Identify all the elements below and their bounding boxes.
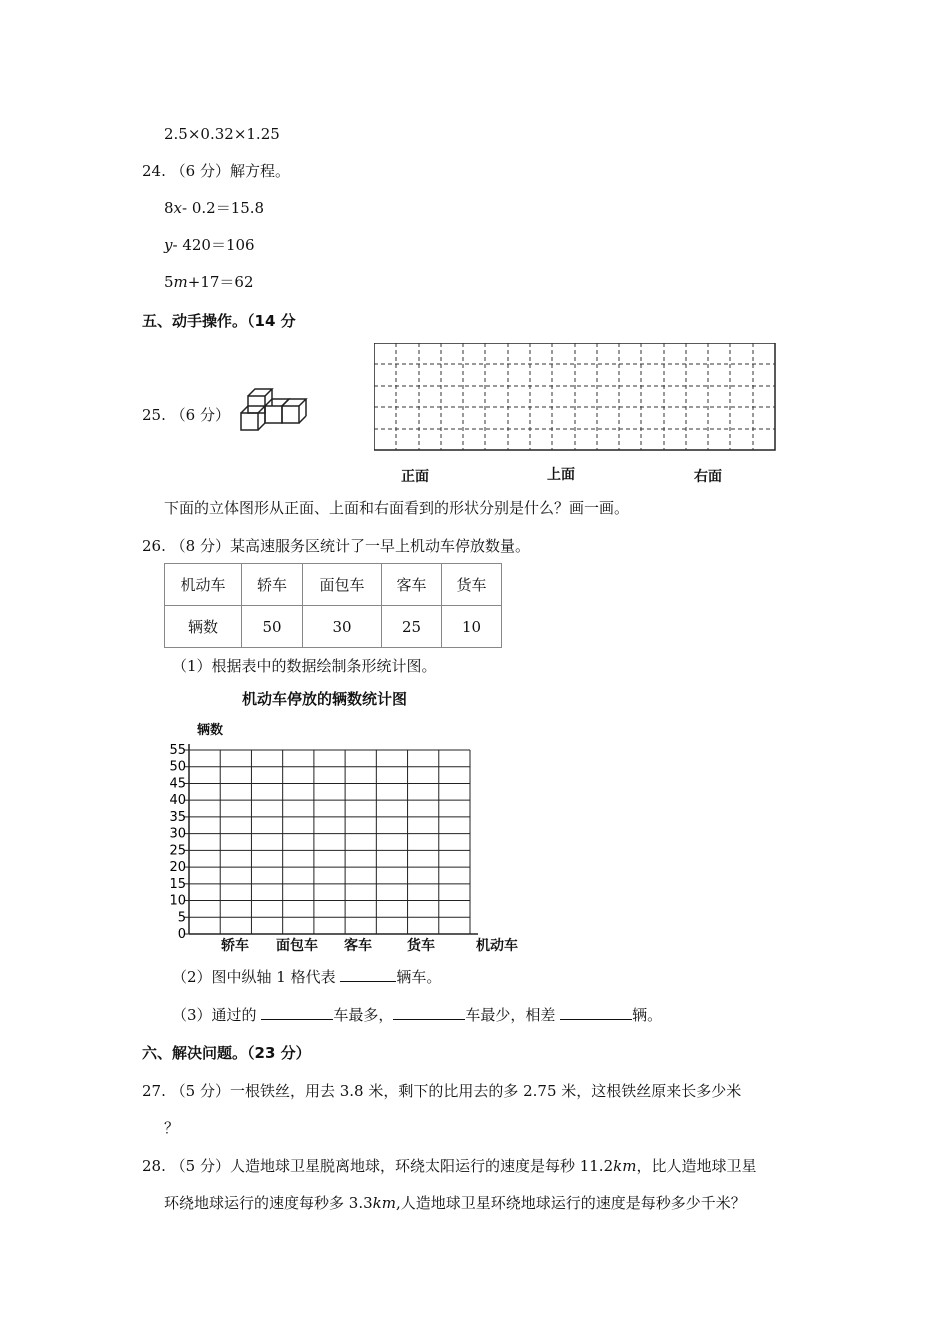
q26-stem: （8 分）某高速服务区统计了一早上机动车停放数量。 [170, 537, 530, 555]
q28-line1 [142, 1156, 756, 1176]
eq1-coef: 8 [164, 199, 174, 217]
section-6-title: 六、解决问题。（23 分） [142, 1044, 311, 1062]
y-tick-label: 30 [169, 826, 186, 842]
y-tick-label: 50 [169, 759, 186, 775]
q23-expression: 2.5×0.32×1.25 [164, 125, 280, 143]
y-tick-label: 15 [169, 876, 186, 892]
q28-text-b: ，比人造地球卫星 [636, 1157, 757, 1175]
sub3-text-d: 辆。 [632, 1006, 663, 1024]
answer-blank[interactable] [393, 1005, 465, 1020]
table-header-cell: 货车 [442, 564, 502, 606]
dotted-grid [374, 343, 778, 453]
section-5-title: 五、动手操作。（14 分 [142, 312, 296, 330]
bar-chart [160, 738, 530, 938]
q24-stem: （6 分）解方程。 [170, 162, 290, 180]
q24-equation-2 [164, 235, 255, 255]
chart-ylabel: 辆数 [197, 723, 224, 738]
table-header-cell: 机动车 [165, 564, 242, 606]
view-label-right: 右面 [694, 469, 722, 485]
view-label-front: 正面 [401, 469, 429, 485]
q28-unit: km [372, 1194, 396, 1212]
y-tick-label: 40 [169, 793, 186, 809]
eq2-var: y [164, 236, 173, 254]
q25-heading [142, 405, 230, 425]
q28-number: 28. [142, 1157, 166, 1175]
eq2-rest: - 420＝106 [172, 236, 255, 254]
sub2-text-a: （2）图中纵轴 1 格代表 [172, 968, 336, 986]
q28-text-c: 环绕地球运行的速度每秒多 3.3 [164, 1194, 373, 1212]
answer-blank[interactable] [261, 1005, 333, 1020]
y-tick-label: 25 [169, 843, 186, 859]
table-cell: 30 [303, 606, 382, 648]
eq3-rest: +17＝62 [187, 273, 254, 291]
chart-title: 机动车停放的辆数统计图 [242, 690, 408, 708]
q26-sub3 [172, 1005, 662, 1025]
table-cell: 10 [442, 606, 502, 648]
eq3-var: m [173, 273, 188, 291]
y-tick-label: 55 [169, 743, 186, 758]
table-header-cell: 轿车 [242, 564, 303, 606]
q27-number: 27. [142, 1082, 166, 1100]
answer-blank[interactable] [560, 1005, 632, 1020]
table-cell: 辆数 [165, 606, 242, 648]
q27-text [142, 1081, 741, 1101]
q24-equation-3 [164, 272, 254, 292]
q24-heading [142, 161, 290, 181]
x-tick-label: 货车 [407, 938, 435, 954]
q25-number: 25. [142, 406, 166, 424]
q26-number: 26. [142, 537, 166, 555]
y-tick-label: 0 [177, 927, 186, 938]
q27-body: （5 分）一根铁丝，用去 3.8 米，剩下的比用去的多 2.75 米，这根铁丝原来长多少米 [170, 1082, 742, 1100]
q25-prompt: 下面的立体图形从正面、上面和右面看到的形状分别是什么？画一画。 [164, 499, 630, 517]
vehicle-table [164, 563, 502, 648]
eq1-var: x [173, 199, 183, 217]
chart-xlabel: 机动车 [476, 938, 518, 954]
y-tick-label: 10 [169, 893, 186, 909]
q26-heading [142, 536, 530, 556]
table-row [165, 606, 502, 648]
q28-text-a: （5 分）人造地球卫星脱离地球，环绕太阳运行的速度是每秒 11.2 [170, 1157, 614, 1175]
q24-number: 24. [142, 162, 166, 180]
y-tick-label: 35 [169, 809, 186, 825]
x-tick-label: 面包车 [276, 938, 318, 954]
x-tick-label: 客车 [344, 938, 372, 954]
y-tick-label: 5 [177, 910, 186, 926]
sub3-text-b: 车最多， [333, 1006, 394, 1024]
eq3-coef: 5 [164, 273, 174, 291]
q27-cont: ？ [164, 1119, 180, 1137]
y-tick-label: 20 [169, 860, 186, 876]
sub3-text-c: 车最少，相差 [465, 1006, 556, 1024]
eq1-rest: - 0.2＝15.8 [182, 199, 265, 217]
q25-score: （6 分） [170, 406, 230, 424]
answer-blank[interactable] [340, 967, 396, 982]
table-header-cell: 面包车 [303, 564, 382, 606]
q24-equation-1 [164, 198, 264, 218]
table-cell: 25 [382, 606, 442, 648]
cube-figure [238, 386, 320, 444]
x-tick-label: 轿车 [221, 938, 249, 954]
sub3-text-a: （3）通过的 [172, 1006, 257, 1024]
table-header-cell: 客车 [382, 564, 442, 606]
y-tick-label: 45 [169, 776, 186, 792]
q26-sub2 [172, 967, 441, 987]
q26-sub1: （1）根据表中的数据绘制条形统计图。 [172, 657, 437, 675]
view-label-top: 上面 [547, 467, 575, 483]
q28-text-d: ,人造地球卫星环绕地球运行的速度是每秒多少千米？ [395, 1194, 746, 1212]
q28-unit: km [613, 1157, 637, 1175]
table-cell: 50 [242, 606, 303, 648]
q28-line2 [164, 1193, 746, 1213]
table-row [165, 564, 502, 606]
sub2-text-b: 辆车。 [396, 968, 442, 986]
